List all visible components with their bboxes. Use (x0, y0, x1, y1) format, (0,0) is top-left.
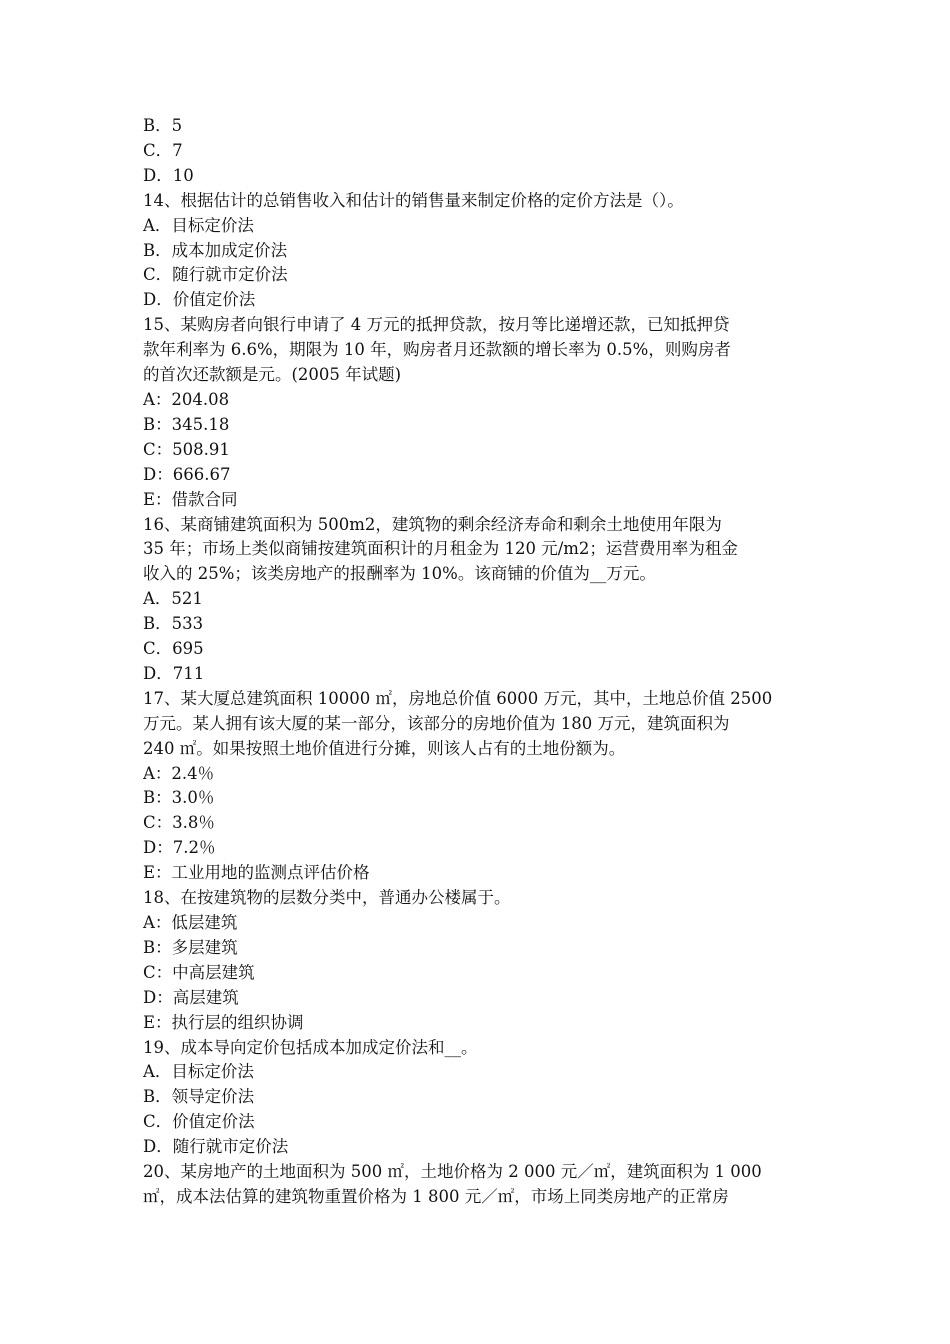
document-page (143, 114, 811, 1210)
option-a-18: A：低层建筑 (143, 913, 238, 932)
option-e-17: E：工业用地的监测点评估价格 (143, 863, 370, 883)
question-18: 18、在按建筑物的层数分类中，普通办公楼属于。 (143, 888, 511, 908)
option-c-13: C．7 (143, 140, 183, 160)
question-14: 14、根据估计的总销售收入和估计的销售量来制定价格的定价方法是（）。 (143, 190, 684, 210)
question-16-line-3: 收入的 25%；该类房地产的报酬率为 10%。该商铺的价值为__万元。 (143, 564, 656, 584)
option-d-14: D．价值定价法 (143, 290, 256, 310)
question-17-line-1: 17、某大厦总建筑面积 10000 ㎡，房地总价值 6000 万元，其中，土地总价值 2500 (143, 688, 773, 708)
option-a-16: A．521 (143, 589, 203, 609)
option-e-18: E：执行层的组织协调 (143, 1012, 304, 1032)
question-20-line-1: 20、某房地产的土地面积为 500 ㎡，土地价格为 2 000 元／㎡，建筑面积为 1 000 (143, 1162, 762, 1182)
option-b-18: B：多层建筑 (143, 937, 238, 957)
option-c-14: C．随行就市定价法 (143, 265, 288, 285)
question-19: 19、成本导向定价包括成本加成定价法和__。 (143, 1037, 478, 1057)
option-a-15: A：204.08 (143, 389, 230, 409)
option-a-19: A．目标定价法 (143, 1062, 254, 1082)
question-16-line-2: 35 年；市场上类似商铺按建筑面积计的月租金为 120 元/m2；运营费用率为租金 (143, 539, 738, 559)
option-d-13: D．10 (143, 165, 194, 185)
option-d-16: D．711 (143, 663, 205, 683)
option-b-19: B．领导定价法 (143, 1087, 255, 1107)
question-20-line-2: ㎡，成本法估算的建筑物重置价格为 1 800 元／㎡，市场上同类房地产的正常房 (143, 1186, 729, 1206)
option-a-14: A．目标定价法 (143, 215, 254, 235)
option-b-13: B．5 (143, 116, 183, 135)
option-c-18: C：中高层建筑 (143, 962, 255, 982)
option-d-15: D：666.67 (143, 464, 231, 484)
option-c-19: C．价值定价法 (143, 1112, 255, 1132)
question-15-line-2: 款年利率为 6.6%，期限为 10 年，购房者月还款额的增长率为 0.5%，则购房者 (143, 340, 731, 360)
option-b-17: B：3.0％ (143, 788, 215, 808)
option-c-17: C：3.8％ (143, 813, 215, 833)
option-c-15: C：508.91 (143, 439, 230, 459)
question-17-line-3: 240 ㎡。如果按照土地价值进行分摊，则该人占有的土地份额为。 (143, 738, 626, 758)
question-15-line-3: 的首次还款额是元。(2005 年试题) (143, 365, 402, 385)
option-b-16: B．533 (143, 614, 204, 634)
option-e-15: E：借款合同 (143, 489, 238, 509)
option-b-15: B：345.18 (143, 414, 230, 434)
question-16-line-1: 16、某商铺建筑面积为 500m2，建筑物的剩余经济寿命和剩余土地使用年限为 (143, 514, 722, 534)
option-c-16: C．695 (143, 639, 204, 659)
option-d-17: D：7.2％ (143, 838, 216, 858)
option-b-14: B．成本加成定价法 (143, 240, 288, 260)
option-d-18: D：高层建筑 (143, 987, 239, 1007)
option-a-17: A：2.4％ (143, 763, 215, 783)
option-d-19: D．随行就市定价法 (143, 1137, 289, 1157)
question-17-line-2: 万元。某人拥有该大厦的某一部分，该部分的房地价值为 180 万元，建筑面积为 (143, 713, 730, 733)
question-15-line-1: 15、某购房者向银行申请了 4 万元的抵押贷款，按月等比递增还款，已知抵押贷 (143, 315, 730, 335)
